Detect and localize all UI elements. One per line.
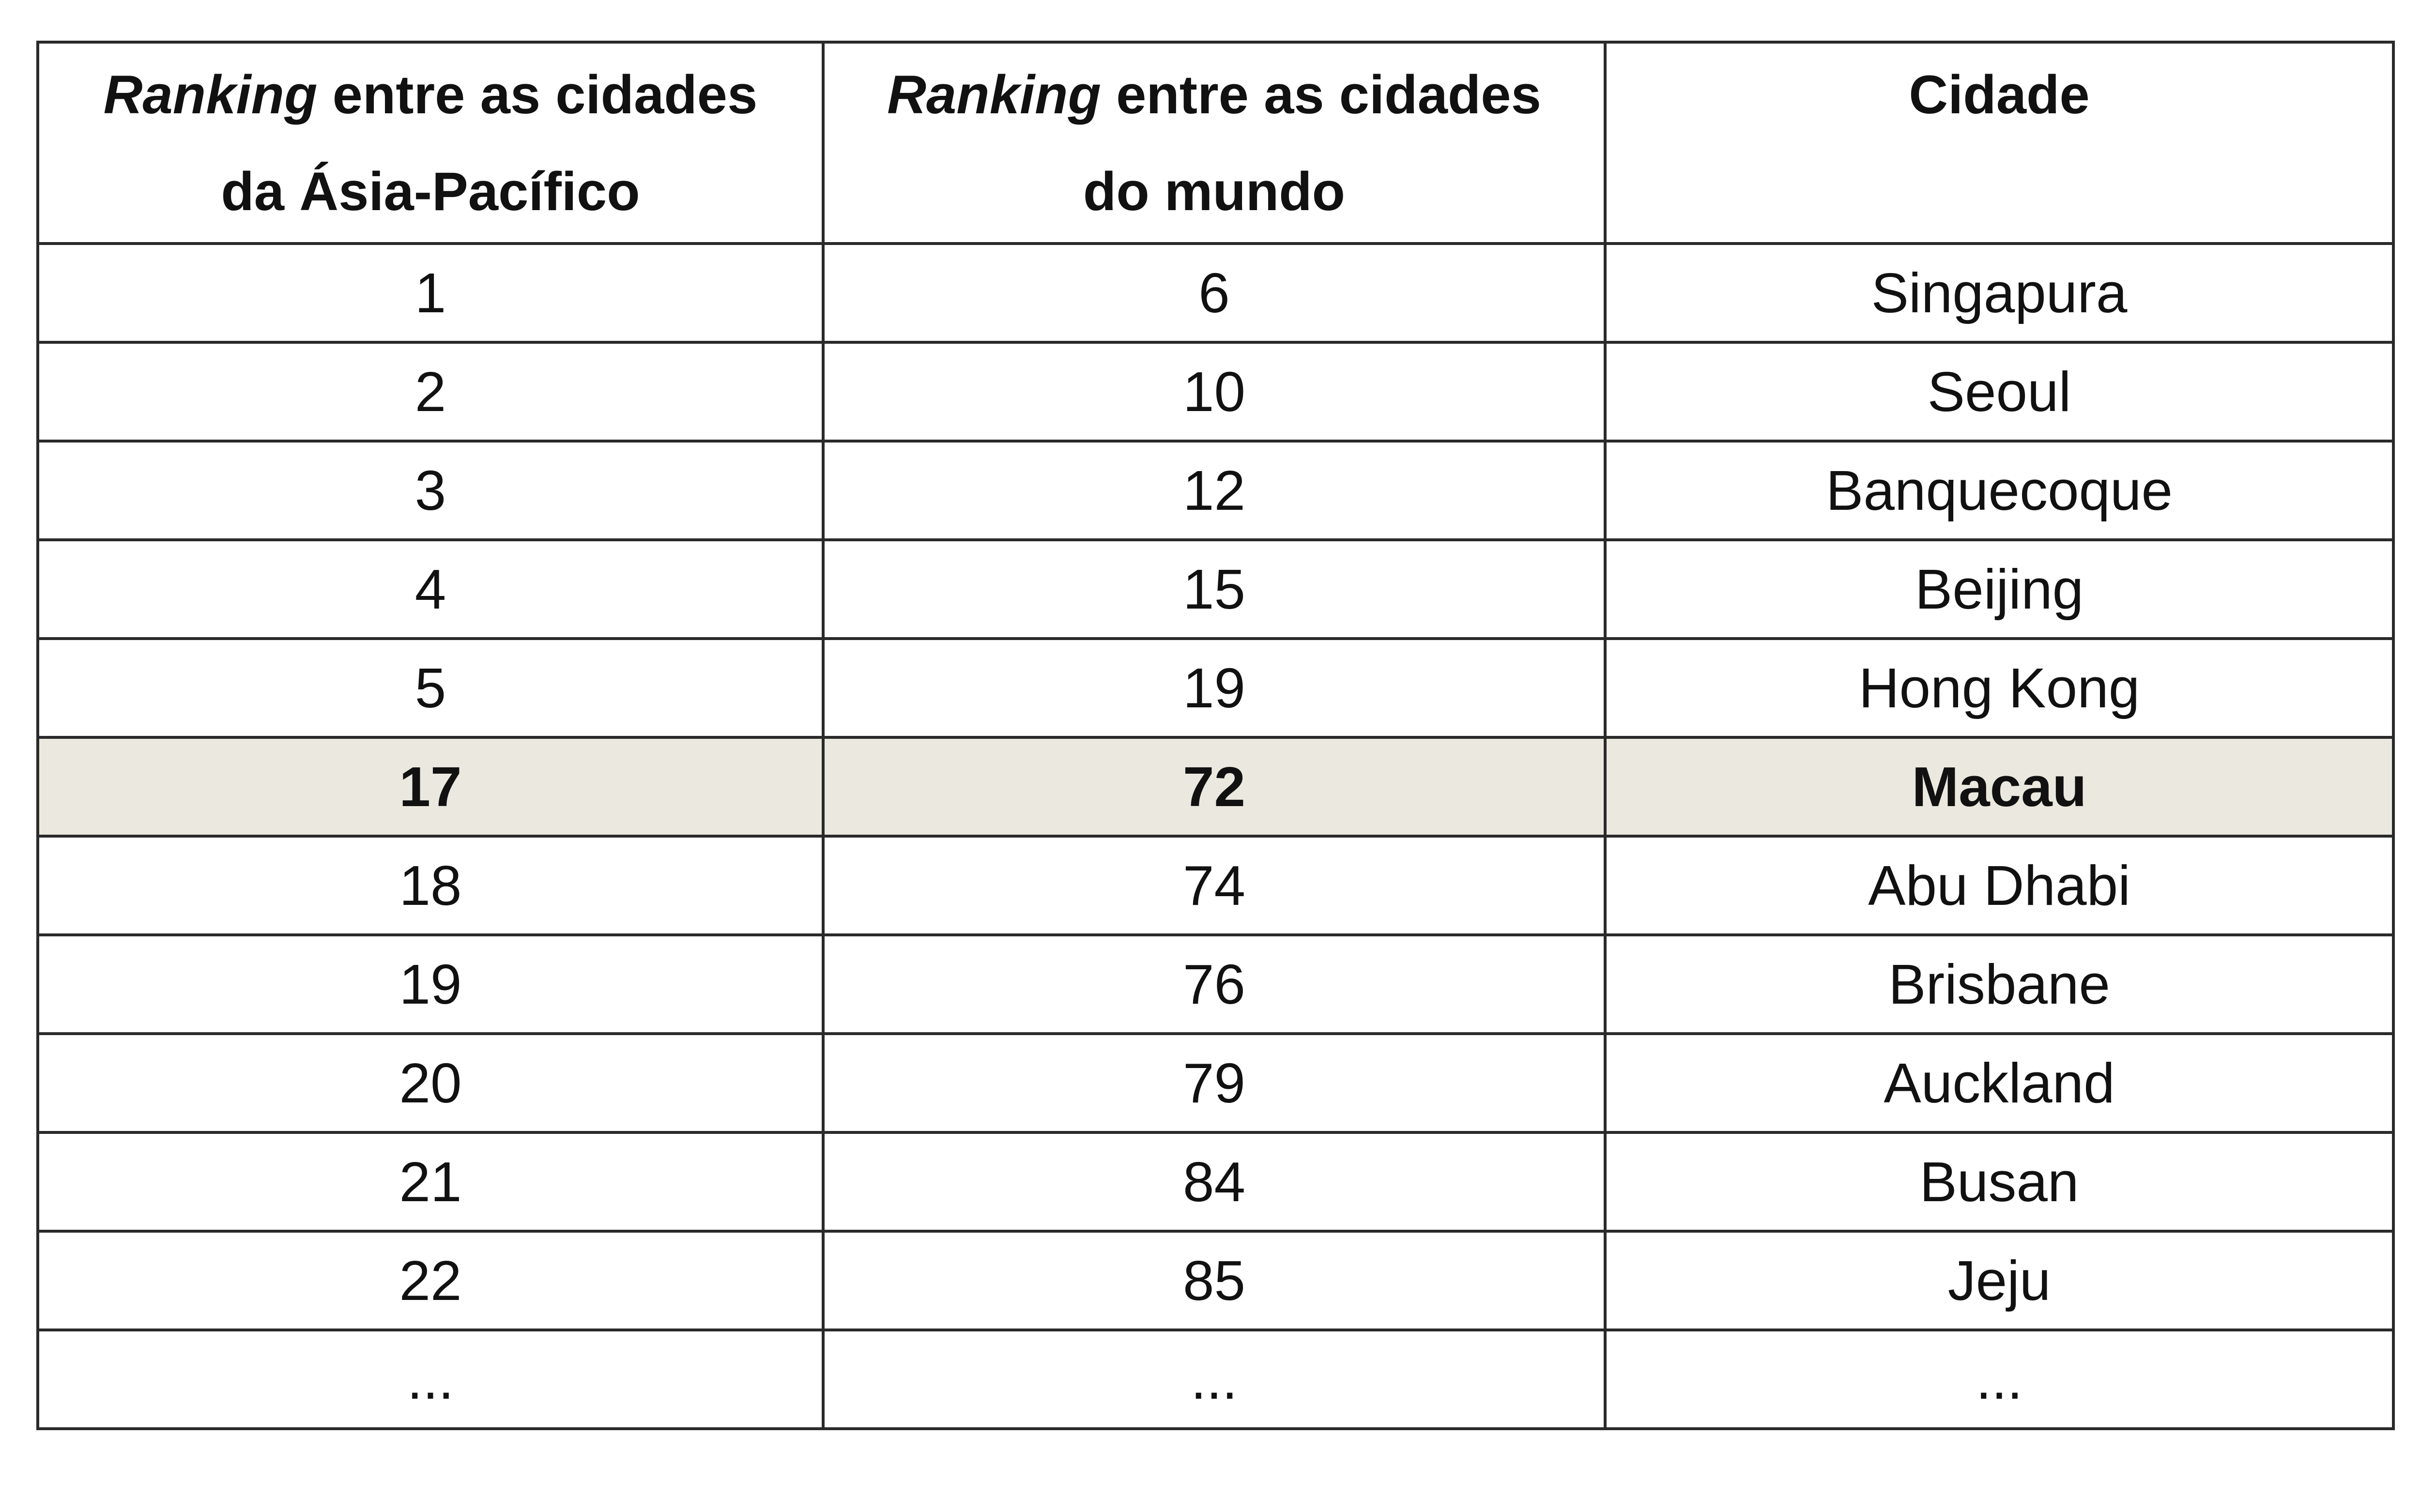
header-text-line2: do mundo <box>1083 161 1346 222</box>
cell-city: Abu Dhabi <box>1605 836 2393 935</box>
cell-world-rank: 84 <box>823 1132 1605 1231</box>
cell-city: Auckland <box>1605 1034 2393 1132</box>
table-row-ellipsis <box>38 1330 2393 1429</box>
header-asia-pacific-ranking <box>38 42 823 244</box>
table-row <box>38 639 2393 737</box>
table-row <box>38 540 2393 639</box>
cell-asia-rank: 4 <box>38 540 823 639</box>
cell-world-rank: 12 <box>823 441 1605 540</box>
cell-world-rank: 19 <box>823 639 1605 737</box>
cell-asia-rank: 21 <box>38 1132 823 1231</box>
cell-city: ... <box>1605 1330 2393 1429</box>
header-ranking-word: Ranking <box>887 64 1101 125</box>
header-ranking-word: Ranking <box>103 64 318 125</box>
cell-city: Jeju <box>1605 1231 2393 1330</box>
table-row <box>38 1034 2393 1132</box>
table-row <box>38 342 2393 441</box>
header-world-ranking <box>823 42 1605 244</box>
cell-asia-rank: 1 <box>38 244 823 342</box>
cell-world-rank: 15 <box>823 540 1605 639</box>
cell-world-rank: 10 <box>823 342 1605 441</box>
table-row <box>38 836 2393 935</box>
cell-asia-rank: 5 <box>38 639 823 737</box>
cell-city: Banquecoque <box>1605 441 2393 540</box>
cell-asia-rank: 2 <box>38 342 823 441</box>
cell-city: Brisbane <box>1605 935 2393 1034</box>
cell-asia-rank: 17 <box>38 737 823 836</box>
cell-asia-rank: 18 <box>38 836 823 935</box>
table-row <box>38 441 2393 540</box>
header-city <box>1605 42 2393 244</box>
cell-asia-rank: ... <box>38 1330 823 1429</box>
header-text: entre as cidades <box>1101 64 1541 125</box>
cell-world-rank: 72 <box>823 737 1605 836</box>
cell-city: Macau <box>1605 737 2393 836</box>
table-row <box>38 1132 2393 1231</box>
cell-city: Busan <box>1605 1132 2393 1231</box>
cell-city: Beijing <box>1605 540 2393 639</box>
table-row-highlighted <box>38 737 2393 836</box>
cell-asia-rank: 22 <box>38 1231 823 1330</box>
cell-asia-rank: 19 <box>38 935 823 1034</box>
header-text: Cidade <box>1909 64 2090 125</box>
ranking-table-container <box>36 41 2392 1430</box>
cell-city: Seoul <box>1605 342 2393 441</box>
cell-world-rank: 74 <box>823 836 1605 935</box>
header-text: entre as cidades <box>317 64 758 125</box>
cell-city: Singapura <box>1605 244 2393 342</box>
cell-world-rank: 85 <box>823 1231 1605 1330</box>
header-text-line2: da Ásia-Pacífico <box>221 161 640 222</box>
cell-world-rank: ... <box>823 1330 1605 1429</box>
cell-world-rank: 79 <box>823 1034 1605 1132</box>
cell-city: Hong Kong <box>1605 639 2393 737</box>
cell-world-rank: 76 <box>823 935 1605 1034</box>
ranking-table <box>36 41 2395 1430</box>
cell-asia-rank: 3 <box>38 441 823 540</box>
table-row <box>38 1231 2393 1330</box>
table-header-row <box>38 42 2393 244</box>
table-row <box>38 935 2393 1034</box>
cell-world-rank: 6 <box>823 244 1605 342</box>
table-row <box>38 244 2393 342</box>
cell-asia-rank: 20 <box>38 1034 823 1132</box>
